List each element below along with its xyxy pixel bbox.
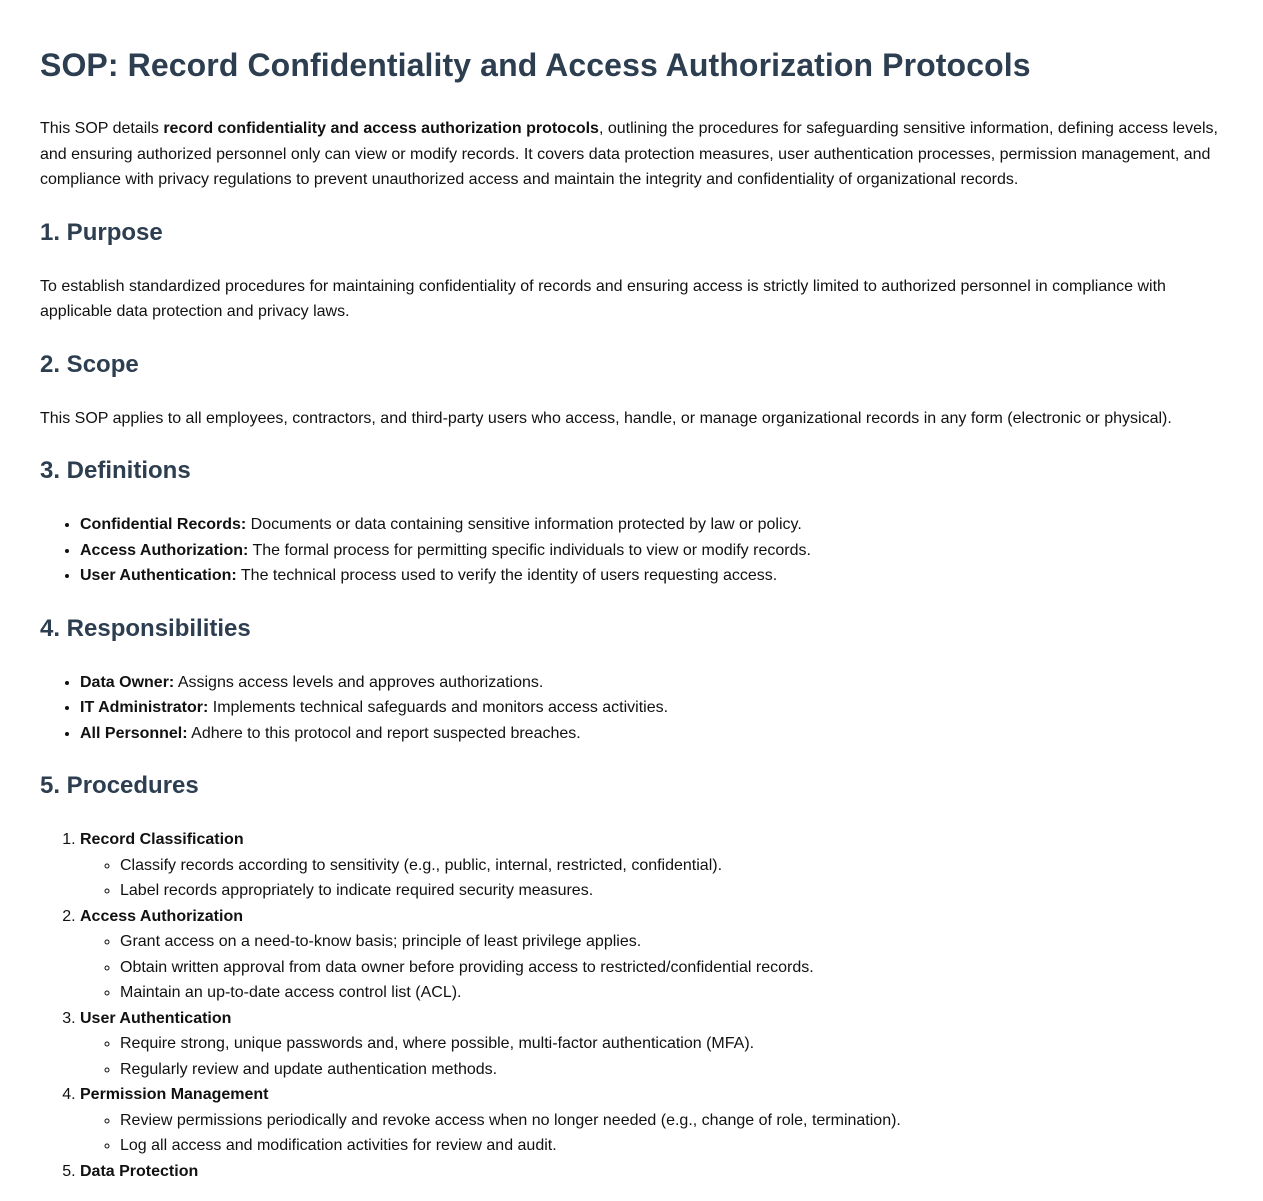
intro-paragraph [40, 116, 1223, 193]
list-item [80, 563, 1223, 589]
definitions-heading: 3. Definitions [40, 457, 191, 484]
document-page [0, 44, 1263, 1184]
substep: ◦ Log all access and modification activities for review and audit. [120, 1133, 1223, 1159]
role-term: All Personnel: [80, 724, 188, 742]
section-responsibilities [40, 613, 1223, 747]
role-text: Adhere to this protocol and report suspected breaches. [187, 724, 581, 742]
substep: ◦ Require strong, unique passwords and, where possible, multi-factor authentication (MFA). [120, 1031, 1223, 1057]
substep: ◦ Grant access on a need-to-know basis; principle of least privilege applies. [120, 929, 1223, 955]
step-title: Permission Management [80, 1086, 269, 1103]
list-item [80, 512, 1223, 538]
section-scope [40, 349, 1223, 432]
definitions-list [40, 512, 1223, 589]
section-purpose [40, 217, 1223, 325]
definition-text: The formal process for permitting specific individuals to view or modify records. [248, 541, 811, 559]
step-title: Record Classification [80, 831, 244, 848]
substep: ◦ Classify records according to sensitivity (e.g., public, internal, restricted, confidential). [120, 853, 1223, 879]
step-substeps [80, 1031, 1223, 1082]
definition-term: Access Authorization: [80, 541, 249, 559]
purpose-heading: 1. Purpose [40, 218, 163, 246]
step-title: User Authentication [80, 1009, 232, 1027]
scope-text: This SOP applies to all employees, contractors, and third-party users who access, handle, or manage organizational records in any form (electronic or physical). [40, 409, 1172, 427]
procedure-step [80, 1159, 1223, 1185]
scope-heading: 2. Scope [40, 350, 139, 378]
role-term: IT Administrator: [80, 699, 209, 716]
definition-term: User Authentication: [80, 567, 237, 584]
intro-lead: This SOP details [40, 120, 164, 137]
role-term: Data Owner: [80, 673, 175, 691]
procedures-list [40, 827, 1223, 1184]
substep: ◦ Obtain written approval from data owner before providing access to restricted/confidential records. [120, 955, 1223, 981]
definition-text: Documents or data containing sensitive information protected by law or policy. [246, 516, 802, 533]
definition-term: Confidential Records: [80, 516, 247, 533]
procedure-step [80, 904, 1223, 1006]
list-item [80, 695, 1223, 721]
section-procedures [40, 770, 1223, 1184]
procedure-step [80, 827, 1223, 904]
purpose-text: To establish standardized procedures for maintaining confidentiality of records and ensuring access is strictly limited to authorized personnel in compliance with applicable data protection and privacy laws. [40, 277, 1166, 320]
section-definitions [40, 455, 1223, 589]
step-substeps [80, 1108, 1223, 1159]
substep: ◦ Regularly review and update authentication methods. [120, 1057, 1223, 1083]
intro-bold: record confidentiality and access authorization protocols [163, 120, 599, 137]
page-title: SOP: Record Confidentiality and Access Authorization Protocols [40, 47, 1031, 83]
list-item [80, 670, 1223, 696]
substep: ◦ Label records appropriately to indicate required security measures. [120, 878, 1223, 904]
step-title: Access Authorization [80, 907, 243, 925]
role-text: Assigns access levels and approves authorizations. [174, 673, 544, 691]
procedures-heading: 5. Procedures [40, 772, 199, 799]
definition-text: The technical process used to verify the identity of users requesting access. [236, 567, 778, 584]
procedure-step [80, 1006, 1223, 1083]
intro-rest: , outlining the procedures for safeguarding sensitive information, defining access levels, and ensuring authorized personnel only can view or modify records. It covers data protection measures, user authentication processes, permission management, and compliance with privacy regulations to prevent unauthorized access and maintain the integrity and confidentiality of organizational records. [40, 120, 1218, 188]
role-text: Implements technical safeguards and monitors access activities. [208, 699, 669, 716]
list-item [80, 538, 1223, 564]
list-item [80, 721, 1223, 747]
step-substeps [80, 853, 1223, 904]
substep: ◦ Maintain an up-to-date access control list (ACL). [120, 980, 1223, 1006]
responsibilities-heading: 4. Responsibilities [40, 614, 251, 642]
step-title: Data Protection [80, 1162, 199, 1180]
responsibilities-list [40, 670, 1223, 747]
procedure-step [80, 1082, 1223, 1159]
step-substeps [80, 929, 1223, 1006]
substep: ◦ Review permissions periodically and revoke access when no longer needed (e.g., change of role, termination). [120, 1108, 1223, 1134]
